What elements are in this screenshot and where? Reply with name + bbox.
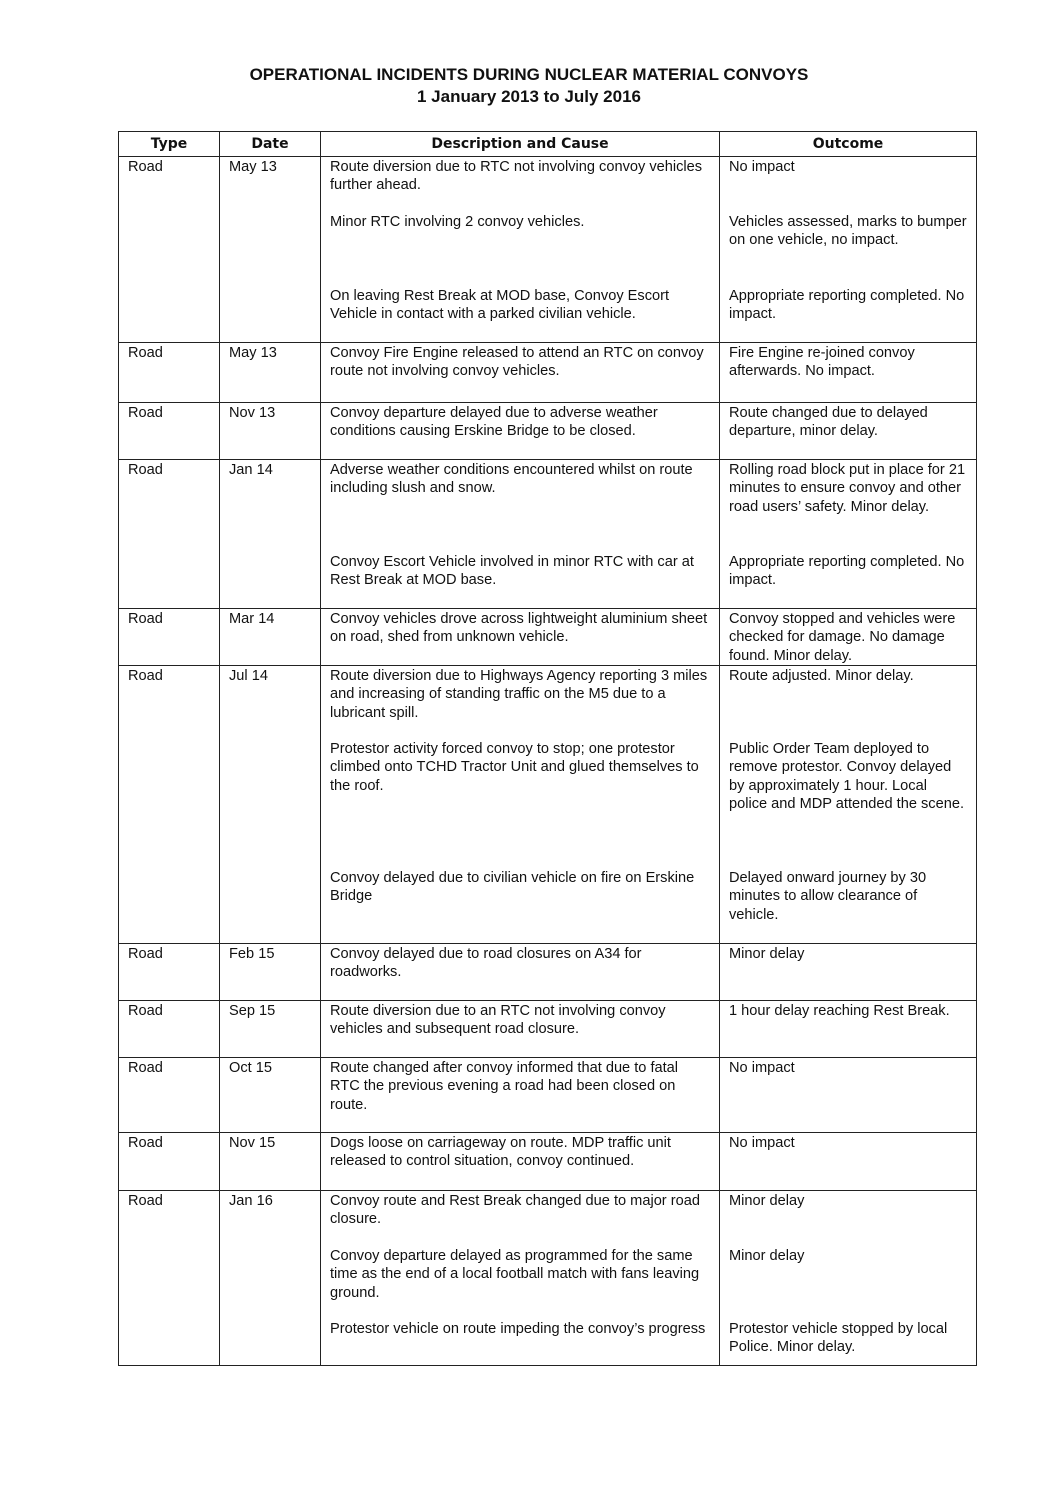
- type-text: Road: [128, 1003, 163, 1019]
- type-text: Road: [128, 668, 163, 684]
- type-cell: [119, 157, 220, 343]
- date-text: Sep 15: [229, 1003, 276, 1019]
- outcome-text: Appropriate reporting completed. No impact.: [729, 288, 965, 323]
- type-cell: [119, 666, 220, 944]
- date-text: Feb 15: [229, 946, 275, 962]
- incidents-table: [118, 131, 977, 1366]
- description-text: Minor RTC involving 2 convoy vehicles.: [330, 214, 585, 230]
- outcome-text: No impact: [729, 159, 795, 175]
- description-cell: [321, 666, 720, 944]
- date-cell: [220, 1058, 321, 1133]
- type-text: Road: [128, 405, 163, 421]
- date-cell: [220, 343, 321, 403]
- header-type: Type: [119, 132, 220, 157]
- outcome-text: Delayed onward journey by 30 minutes to allow clearance of vehicle.: [729, 870, 927, 923]
- description-cell: [321, 1058, 720, 1133]
- outcome-text: 1 hour delay reaching Rest Break.: [729, 1003, 950, 1019]
- description-text: Route diversion due to an RTC not involving convoy vehicles and subsequent road closure.: [330, 1003, 666, 1038]
- type-cell: [119, 460, 220, 609]
- table-row: [119, 403, 977, 460]
- type-text: Road: [128, 159, 163, 175]
- description-text: Convoy Escort Vehicle involved in minor RTC with car at Rest Break at MOD base.: [330, 554, 694, 589]
- date-cell: [220, 1001, 321, 1058]
- header-outcome: Outcome: [720, 132, 977, 157]
- type-cell: [119, 1191, 220, 1366]
- description-text: Protestor activity forced convoy to stop; one protestor climbed onto TCHD Tractor Unit and glued themselves to the roof.: [330, 741, 699, 794]
- description-cell: [321, 343, 720, 403]
- type-text: Road: [128, 611, 163, 627]
- date-text: May 13: [229, 159, 277, 175]
- table-row: [119, 343, 977, 403]
- outcome-text: No impact: [729, 1135, 795, 1151]
- date-cell: [220, 944, 321, 1001]
- description-text: On leaving Rest Break at MOD base, Convoy Escort Vehicle in contact with a parked civilian vehicle.: [330, 288, 670, 323]
- description-text: Route diversion due to RTC not involving convoy vehicles further ahead.: [330, 159, 703, 194]
- date-text: Jan 16: [229, 1193, 273, 1209]
- date-cell: [220, 1191, 321, 1366]
- type-text: Road: [128, 1060, 163, 1076]
- table-row: [119, 609, 977, 666]
- title-line-2: 1 January 2013 to July 2016: [417, 87, 641, 106]
- outcome-cell: [720, 460, 977, 609]
- outcome-cell: [720, 403, 977, 460]
- type-cell: [119, 609, 220, 666]
- type-text: Road: [128, 1193, 163, 1209]
- outcome-text: Route changed due to delayed departure, minor delay.: [729, 405, 928, 440]
- table-row: [119, 1191, 977, 1366]
- table-row: [119, 666, 977, 944]
- type-text: Road: [128, 946, 163, 962]
- header-description: Description and Cause: [321, 132, 720, 157]
- description-text: Convoy departure delayed due to adverse weather conditions causing Erskine Bridge to be closed.: [330, 405, 658, 440]
- outcome-cell: [720, 343, 977, 403]
- type-text: Road: [128, 1135, 163, 1151]
- type-cell: [119, 1133, 220, 1191]
- description-cell: [321, 157, 720, 343]
- type-cell: [119, 1058, 220, 1133]
- type-text: Road: [128, 462, 163, 478]
- table-row: [119, 1058, 977, 1133]
- date-cell: [220, 1133, 321, 1191]
- description-text: Convoy vehicles drove across lightweight aluminium sheet on road, shed from unknown vehicle.: [330, 611, 708, 646]
- type-cell: [119, 1001, 220, 1058]
- type-cell: [119, 403, 220, 460]
- outcome-cell: [720, 666, 977, 944]
- outcome-text: Minor delay: [729, 1193, 805, 1209]
- outcome-cell: [720, 1058, 977, 1133]
- description-cell: [321, 609, 720, 666]
- description-cell: [321, 1001, 720, 1058]
- date-text: Jul 14: [229, 668, 268, 684]
- outcome-text: Rolling road block put in place for 21 minutes to ensure convoy and other road users’ safety. Minor delay.: [729, 462, 966, 515]
- document-title: [0, 64, 1058, 108]
- date-text: Nov 13: [229, 405, 276, 421]
- title-line-1: OPERATIONAL INCIDENTS DURING NUCLEAR MATERIAL CONVOYS: [249, 65, 809, 84]
- outcome-text: Minor delay: [729, 946, 805, 962]
- date-cell: [220, 157, 321, 343]
- outcome-cell: [720, 1001, 977, 1058]
- description-text: Convoy departure delayed as programmed for the same time as the end of a local football match with fans leaving ground.: [330, 1248, 700, 1301]
- description-text: Convoy route and Rest Break changed due to major road closure.: [330, 1193, 700, 1228]
- description-cell: [321, 460, 720, 609]
- outcome-text: Fire Engine re-joined convoy afterwards. No impact.: [729, 345, 915, 380]
- type-text: Road: [128, 345, 163, 361]
- outcome-cell: [720, 157, 977, 343]
- table-row: [119, 1001, 977, 1058]
- description-text: Route changed after convoy informed that due to fatal RTC the previous evening a road had been closed on route.: [330, 1060, 679, 1113]
- description-text: Route diversion due to Highways Agency reporting 3 miles and increasing of standing traffic on the M5 due to a lubricant spill.: [330, 668, 708, 721]
- outcome-cell: [720, 1191, 977, 1366]
- outcome-text: Appropriate reporting completed. No impact.: [729, 554, 965, 589]
- date-text: Jan 14: [229, 462, 273, 478]
- outcome-text: Convoy stopped and vehicles were checked for damage. No damage found. Minor delay.: [729, 611, 956, 664]
- description-cell: [321, 1133, 720, 1191]
- description-text: Convoy delayed due to road closures on A34 for roadworks.: [330, 946, 642, 981]
- table-row: [119, 460, 977, 609]
- type-cell: [119, 944, 220, 1001]
- header-date: Date: [220, 132, 321, 157]
- outcome-text: Vehicles assessed, marks to bumper on one vehicle, no impact.: [729, 214, 967, 249]
- date-cell: [220, 609, 321, 666]
- outcome-text: Public Order Team deployed to remove protestor. Convoy delayed by approximately 1 hour. Local police and MDP attended the scene.: [729, 741, 965, 813]
- description-cell: [321, 403, 720, 460]
- outcome-text: Minor delay: [729, 1248, 805, 1264]
- type-cell: [119, 343, 220, 403]
- table-row: [119, 944, 977, 1001]
- date-cell: [220, 403, 321, 460]
- description-cell: [321, 1191, 720, 1366]
- date-text: May 13: [229, 345, 277, 361]
- description-text: Convoy Fire Engine released to attend an RTC on convoy route not involving convoy vehicles.: [330, 345, 704, 380]
- date-text: Mar 14: [229, 611, 275, 627]
- outcome-cell: [720, 1133, 977, 1191]
- date-text: Nov 15: [229, 1135, 276, 1151]
- outcome-cell: [720, 609, 977, 666]
- date-cell: [220, 666, 321, 944]
- outcome-text: Protestor vehicle stopped by local Police. Minor delay.: [729, 1321, 948, 1356]
- description-text: Protestor vehicle on route impeding the convoy’s progress: [330, 1321, 706, 1337]
- description-text: Convoy delayed due to civilian vehicle on fire on Erskine Bridge: [330, 870, 695, 905]
- outcome-text: No impact: [729, 1060, 795, 1076]
- date-text: Oct 15: [229, 1060, 272, 1076]
- table-row: [119, 157, 977, 343]
- description-text: Dogs loose on carriageway on route. MDP traffic unit released to control situation, convoy continued.: [330, 1135, 671, 1170]
- outcome-cell: [720, 944, 977, 1001]
- outcome-text: Route adjusted. Minor delay.: [729, 668, 914, 684]
- description-text: Adverse weather conditions encountered whilst on route including slush and snow.: [330, 462, 693, 497]
- table-body: [119, 157, 977, 1366]
- description-cell: [321, 944, 720, 1001]
- table-header-row: [119, 132, 977, 157]
- date-cell: [220, 460, 321, 609]
- table-row: [119, 1133, 977, 1191]
